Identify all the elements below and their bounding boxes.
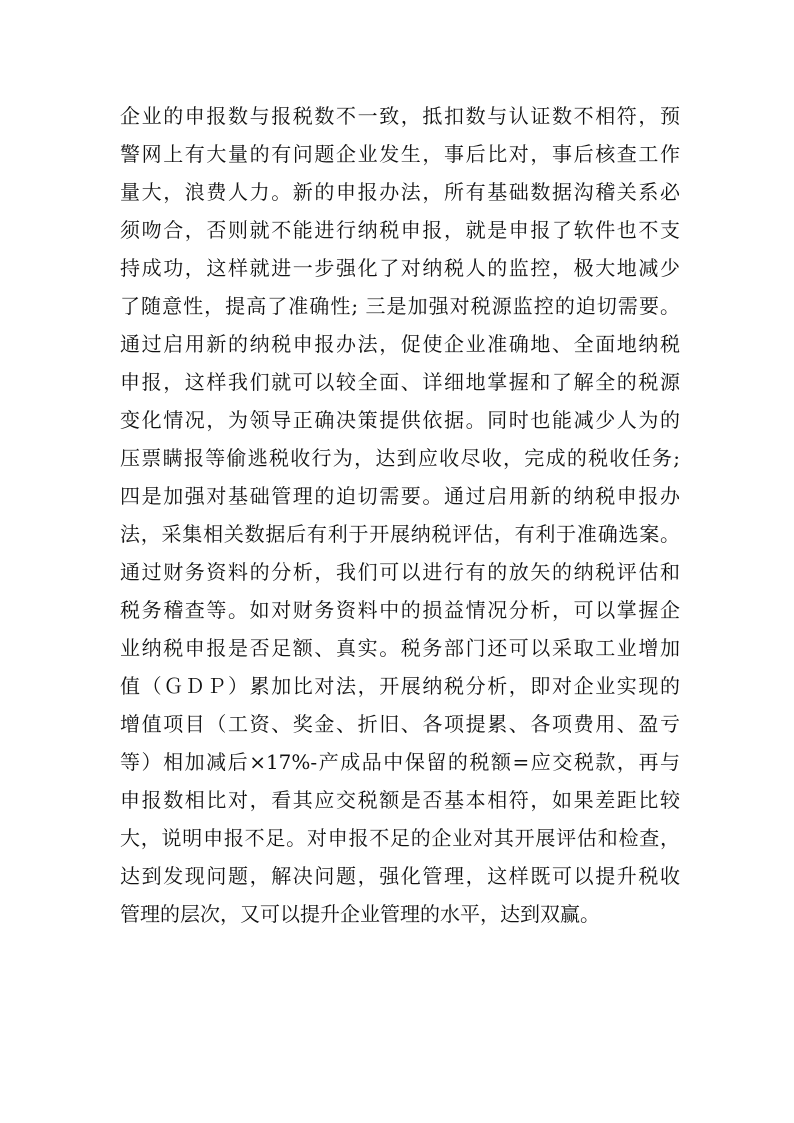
text-line: 四是加强对基础管理的迫切需要。通过启用新的纳税申报办 [120,484,680,508]
text-line: 须吻合，否则就不能进行纳税申报，就是申报了软件也不支 [120,218,680,242]
text-line: 警网上有大量的有问题企业发生，事后比对，事后核查工作 [120,142,680,166]
text-line: 达到发现问题，解决问题，强化管理，这样既可以提升税收 [120,864,680,888]
text-line: 法，采集相关数据后有利于开展纳税评估，有利于准确选案。 [120,522,680,546]
text-line: 申报数相比对，看其应交税额是否基本相符，如果差距比较 [120,788,680,812]
text-line: 管理的层次，又可以提升企业管理的水平，达到双赢。 [120,902,600,926]
text-line: 大，说明申报不足。对申报不足的企业对其开展评估和检查， [120,826,680,850]
text-line: 压票瞒报等偷逃税收行为，达到应收尽收，完成的税收任务; [120,446,680,470]
body-paragraph [120,97,680,933]
text-line: 变化情况，为领导正确决策提供依据。同时也能减少人为的 [120,408,680,432]
text-line: 企业的申报数与报税数不一致，抵扣数与认证数不相符，预 [120,104,680,128]
text-line: 值（ＧＤＰ）累加比对法，开展纳税分析，即对企业实现的 [120,674,680,698]
text-line: 申报，这样我们就可以较全面、详细地掌握和了解全的税源 [120,370,680,394]
text-line: 等）相加减后×17%-产成品中保留的税额=应交税款，再与 [120,750,680,774]
text-line: 增值项目（工资、奖金、折旧、各项提累、各项费用、盈亏 [120,712,680,736]
text-line: 业纳税申报是否足额、真实。税务部门还可以采取工业增加 [120,636,680,660]
text-line: 了随意性，提高了准确性; 三是加强对税源监控的迫切需要。 [120,294,680,318]
text-line: 通过财务资料的分析，我们可以进行有的放矢的纳税评估和 [120,560,680,584]
text-line: 量大，浪费人力。新的申报办法，所有基础数据沟稽关系必 [120,180,680,204]
text-line: 持成功，这样就进一步强化了对纳税人的监控，极大地减少 [120,256,680,280]
text-line: 税务稽查等。如对财务资料中的损益情况分析，可以掌握企 [120,598,680,622]
text-line: 通过启用新的纳税申报办法，促使企业准确地、全面地纳税 [120,332,680,356]
